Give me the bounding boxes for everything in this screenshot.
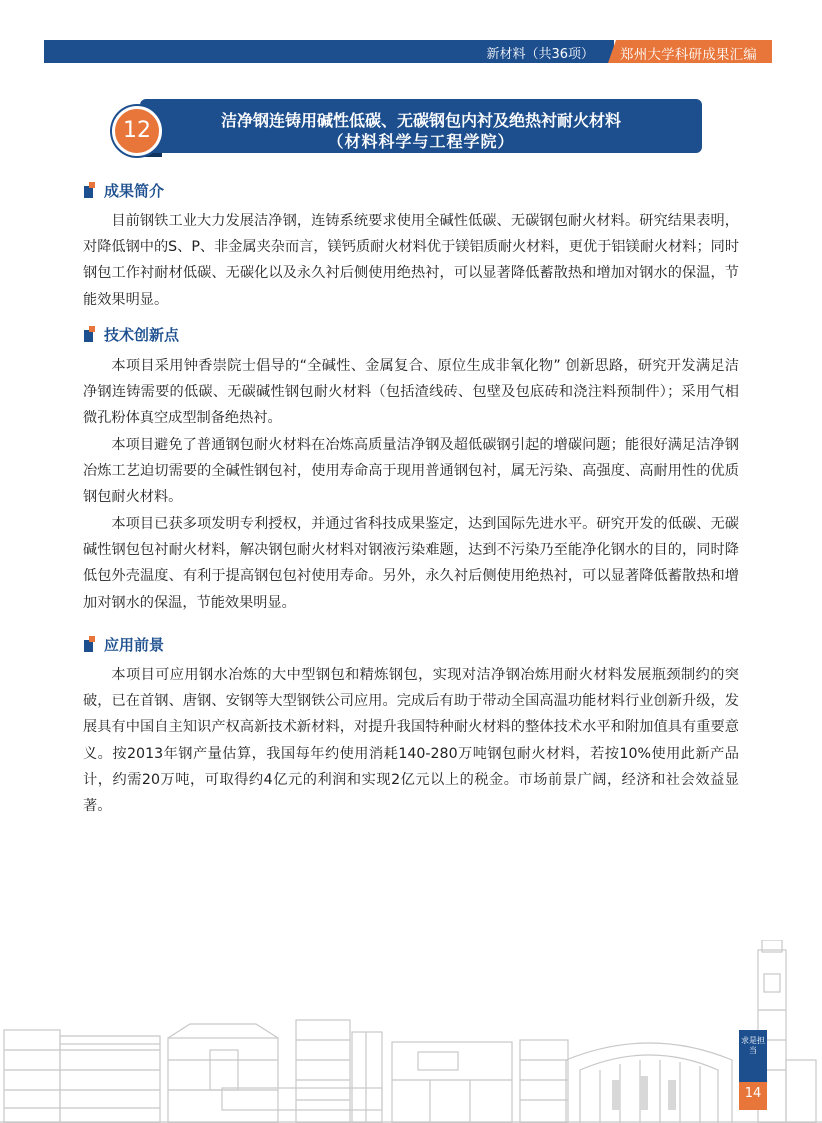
section-title: 应用前景	[104, 635, 165, 654]
page-title: 洁净钢连铸用碱性低碳、无碳钢包内衬及绝热衬耐火材料	[220, 111, 621, 130]
paragraph: 本项目避免了普通钢包耐火材料在冶炼高质量洁净钢及超低碳钢引起的增碳问题；能很好满足洁净钢冶炼工艺迫切需要的全碱性钢包衬，使用寿命高于现用普通钢包衬，属无污染、高强度、高耐用性的优质钢包耐火材料。	[83, 437, 739, 506]
paragraph: 目前钢铁工业大力发展洁净钢，连铸系统要求使用全碱性低碳、无碳钢包耐火材料。研究结果表明，对降低钢中的S、P、非金属夹杂而言，镁钙质耐火材料优于镁铝质耐火材料，更优于铝镁耐火材料；同时钢包工作衬耐材低碳、无碳化以及永久衬后侧使用绝热衬，可以显著降低蓄散热和增加对钢水的保温，节能效果明显。	[83, 213, 740, 308]
page-number: 14	[744, 1086, 762, 1101]
section-bullet-icon	[84, 182, 98, 198]
section-heading-innovation	[84, 324, 179, 344]
section-bullet-icon	[84, 326, 98, 342]
header-publication: 郑州大学科研成果汇编	[620, 47, 757, 63]
section-heading-prospects	[84, 634, 164, 654]
header-category: 新材料（共36项）	[486, 47, 594, 62]
page-subtitle: （材料科学与工程学院）	[327, 132, 515, 151]
section-bullet-icon	[84, 636, 98, 652]
item-number-badge: 12	[112, 106, 162, 156]
section-title: 技术创新点	[104, 325, 180, 344]
paragraph: 本项目采用钟香崇院士倡导的“全碱性、金属复合、原位生成非氧化物” 创新思路，研究开发满足洁净钢连铸需要的低碳、无碳碱性钢包耐火材料（包括渣线砖、包壁及包底砖和浇注料预制件）；采用气相微孔粉体真空成型制备绝热衬。	[83, 358, 739, 427]
section-heading-summary	[84, 180, 164, 200]
paragraph: 本项目可应用钢水冶炼的大中型钢包和精炼钢包，实现对洁净钢冶炼用耐火材料发展瓶颈制约的突破，已在首钢、唐钢、安钢等大型钢铁公司应用。完成后有助于带动全国高温功能材料行业创新升级，发展具有中国自主知识产权高新技术新材料，对提升我国特种耐火材料的整体技术水平和附加值具有重要意义。按2013年钢产量估算，我国每年约使用消耗140-280万吨钢包耐火材料，若按10%使用此新产品计，约需20万吨，可取得约4亿元的利润和实现2亿元以上的税金。市场前景广阔，经济和社会效益显著。	[83, 667, 739, 815]
section-title: 成果简介	[104, 181, 165, 200]
campus-skyline-illustration	[0, 940, 822, 1123]
seal-text: 求是担当	[741, 1036, 765, 1055]
paragraph: 本项目已获多项发明专利授权，并通过省科技成果鉴定，达到国际先进水平。研究开发的低碳、无碳碱性钢包包衬耐火材料，解决钢包耐火材料对钢液污染难题，达到不污染乃至能净化钢水的目的，同时降低包外壳温度、有利于提高钢包包衬使用寿命。另外，永久衬后侧使用绝热衬，可以显著降低蓄散热和增加对钢水的保温，节能效果明显。	[83, 516, 739, 611]
